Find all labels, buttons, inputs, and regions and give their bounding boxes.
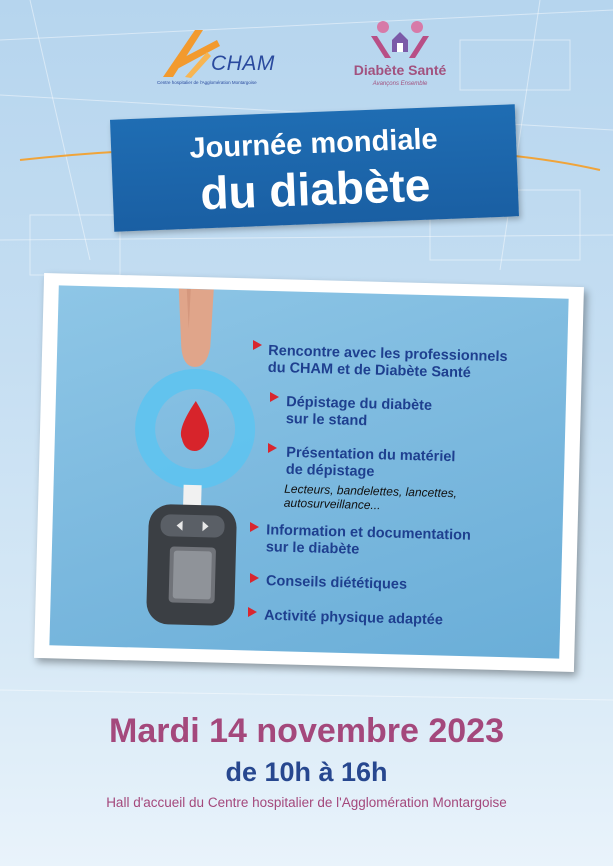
bullet-arrow-icon <box>268 443 277 453</box>
activity-line: sur le stand <box>285 411 368 430</box>
bullet-arrow-icon <box>250 522 259 532</box>
activity-line: de dépistage <box>285 461 375 481</box>
activity-line: Présentation du matériel <box>286 444 456 466</box>
activity-item <box>286 394 433 432</box>
activity-line: Information et documentation <box>266 522 472 544</box>
bullet-arrow-icon <box>248 607 257 617</box>
activity-line: Conseils diététiques <box>265 573 408 593</box>
activity-line: Rencontre avec les professionnels <box>268 342 508 366</box>
cham-logo-subtitle: Centre hospitalier de l'Agglomération Montargoise <box>157 80 257 85</box>
activity-item <box>268 343 508 383</box>
title-line-2: du diabète <box>199 158 432 220</box>
bullet-arrow-icon <box>253 340 262 350</box>
bullet-arrow-icon <box>270 392 279 402</box>
activity-line: Dépistage du diabète <box>286 394 433 414</box>
title-line-1: Journée mondiale <box>188 123 439 165</box>
event-hours: de 10h à 16h <box>225 757 388 787</box>
diabete-sante-logo-tagline: Avançons Ensemble <box>372 81 428 87</box>
activity-item <box>266 573 407 594</box>
activity-item <box>286 445 456 483</box>
cham-logo-name: CHAM <box>211 52 275 75</box>
activity-detail <box>284 482 457 515</box>
activity-item <box>266 522 471 561</box>
activity-line: du CHAM et de Diabète Santé <box>267 359 472 382</box>
diabete-sante-logo-name: Diabète Santé <box>353 62 447 78</box>
activity-line: Activité physique adaptée <box>263 607 444 629</box>
bullet-arrow-icon <box>250 573 259 583</box>
event-date: Mardi 14 novembre 2023 <box>109 712 504 750</box>
activity-detail-line: autosurveillance... <box>283 495 381 513</box>
activity-item <box>264 608 443 630</box>
activity-line: sur le diabète <box>265 539 360 558</box>
event-place: Hall d'accueil du Centre hospitalier de l'Agglomération Montargoise <box>106 795 507 810</box>
activity-detail-line: Lecteurs, bandelettes, lancettes, <box>284 481 458 501</box>
